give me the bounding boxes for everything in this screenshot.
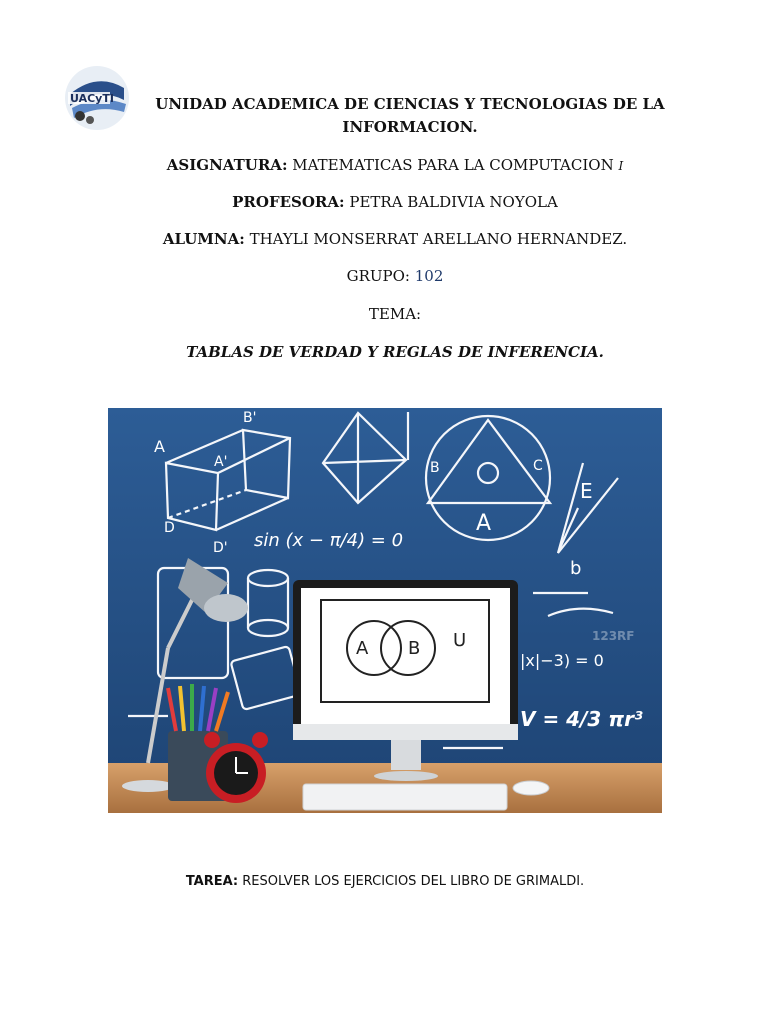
label-c-chalk: C bbox=[533, 458, 543, 474]
institution-line-1: UNIDAD ACADEMICA DE CIENCIAS Y TECNOLOGIAS DE LA bbox=[155, 95, 665, 113]
label-bprime: B' bbox=[243, 410, 257, 426]
grupo-label: GRUPO: bbox=[346, 267, 410, 285]
grupo-value: 102 bbox=[414, 267, 444, 285]
label-a-chalk: A bbox=[476, 511, 492, 536]
venn-label-b: B bbox=[408, 638, 421, 659]
alumna-label: ALUMNA: bbox=[162, 230, 245, 248]
institution-line-2: INFORMACION. bbox=[342, 118, 478, 136]
tarea-value: RESOLVER LOS EJERCICIOS DEL LIBRO DE GRIMALDI. bbox=[242, 874, 585, 889]
profesora-value: PETRA BALDIVIA NOYOLA bbox=[349, 193, 558, 211]
math-desk-illustration bbox=[108, 408, 662, 813]
asignatura-suffix: I bbox=[618, 159, 624, 173]
mouse bbox=[513, 781, 549, 795]
asignatura-label: ASIGNATURA: bbox=[166, 156, 288, 174]
formula-abs: |x|−3) = 0 bbox=[520, 651, 604, 670]
watermark: 123RF bbox=[592, 629, 635, 643]
label-dprime: D' bbox=[213, 540, 228, 556]
label-b-chalk: B bbox=[430, 460, 440, 476]
venn-label-u: U bbox=[453, 630, 467, 651]
label-d: D bbox=[164, 520, 175, 536]
keyboard bbox=[303, 784, 507, 810]
logo-text: UACyTI bbox=[70, 92, 114, 105]
tarea-row bbox=[90, 874, 680, 889]
venn-label-a: A bbox=[356, 638, 369, 659]
label-e: E bbox=[580, 479, 593, 503]
asignatura-value: MATEMATICAS PARA LA COMPUTACION bbox=[292, 156, 614, 174]
label-aprime: A' bbox=[214, 454, 228, 470]
alumna-row bbox=[90, 230, 700, 248]
tema-value: TABLAS DE VERDAD Y REGLAS DE INFERENCIA. bbox=[186, 343, 604, 361]
institution-title bbox=[140, 93, 680, 139]
formula-volume: V = 4/3 πr³ bbox=[520, 707, 643, 731]
grupo-row bbox=[90, 267, 700, 285]
profesora-row bbox=[90, 193, 700, 211]
tarea-label: TAREA: bbox=[185, 874, 239, 889]
profesora-label: PROFESORA: bbox=[232, 193, 345, 211]
label-lower-b: b bbox=[570, 558, 582, 579]
label-a: A bbox=[154, 437, 165, 456]
formula-sin: sin (x − π/4) = 0 bbox=[254, 530, 404, 551]
tema-label: TEMA: bbox=[368, 305, 422, 323]
alumna-value: THAYLI MONSERRAT ARELLANO HERNANDEZ. bbox=[249, 230, 628, 248]
asignatura-row bbox=[90, 156, 700, 174]
uacyti-logo bbox=[62, 64, 132, 132]
